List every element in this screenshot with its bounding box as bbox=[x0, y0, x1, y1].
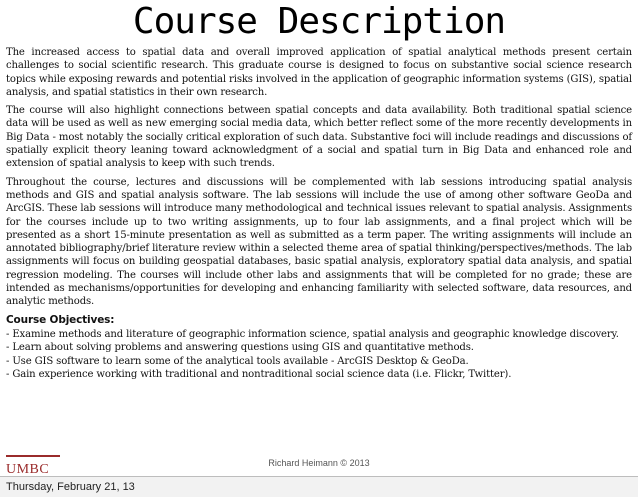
logo-text: UMBC bbox=[6, 461, 50, 477]
objective-item: - Learn about solving problems and answering questions using GIS and quantitative methods. bbox=[6, 342, 474, 354]
paragraph-1: The increased access to spatial data and overall improved application of spatial analytical methods present certain challenges to social scientific research. This graduate course is designed to focus on substantive social science research topics while exposing rewards and potential risks involved in the application of geographic information systems (GIS), spatial analysis, and spatial statistics in their own research. bbox=[6, 47, 632, 98]
objective-item: - Gain experience working with traditional and nontraditional social science data (i.e. Flickr, Twitter). bbox=[6, 368, 512, 380]
footer-credit: Richard Heimann © 2013 bbox=[268, 458, 370, 468]
slide-body bbox=[6, 46, 632, 381]
status-bar bbox=[0, 476, 638, 497]
objectives-heading: Course Objectives: bbox=[6, 313, 115, 326]
slide-title: Course Description bbox=[132, 1, 506, 42]
objective-item: - Examine methods and literature of geographic information science, spatial analysis and geographic knowledge discovery. bbox=[6, 328, 619, 340]
paragraph-3: Throughout the course, lectures and discussions will be complemented with lab sessions introducing spatial analysis methods and GIS and spatial analysis software. The lab sessions will include the use of among other software GeoDa and ArcGIS. These lab sessions will introduce many methodological and technical issues relevant to spatial analysis. Assignments for the courses include up to two writing assignments, up to four lab assignments, and a final project which will be presented as a short 15-minute presentation as well as submitted as a term paper. The writing assignments will include an annotated bibliography/brief literature review within a selected theme area of spatial thinking/perspectives/methods. The lab assignments will focus on building geospatial databases, basic spatial analysis, exploratory spatial data analysis, and spatial regression modeling. The courses will include other labs and assignments that will be completed for no grade; these are intended as mechanisms/opportunities for developing and enhancing familiarity with selected software, data resources, and analytic methods. bbox=[6, 176, 632, 308]
status-date: Thursday, February 21, 13 bbox=[6, 481, 135, 493]
objectives-list bbox=[6, 328, 632, 381]
objective-item: - Use GIS software to learn some of the analytical tools available - ArcGIS Desktop & GeoDa. bbox=[6, 355, 469, 367]
paragraph-2: The course will also highlight connections between spatial concepts and data availability. Both traditional spatial science data will be used as well as new emerging social media data, which better reflect some of the more recently developments in Big Data - most notably the socially critical exploration of such data. Substantive foci will include readings and discussions of spatially explicit theory leaning toward acknowledgment of a social and spatial turn in Big Data and enhanced role and extension of spatial analysis to keep with such trends. bbox=[6, 105, 632, 170]
